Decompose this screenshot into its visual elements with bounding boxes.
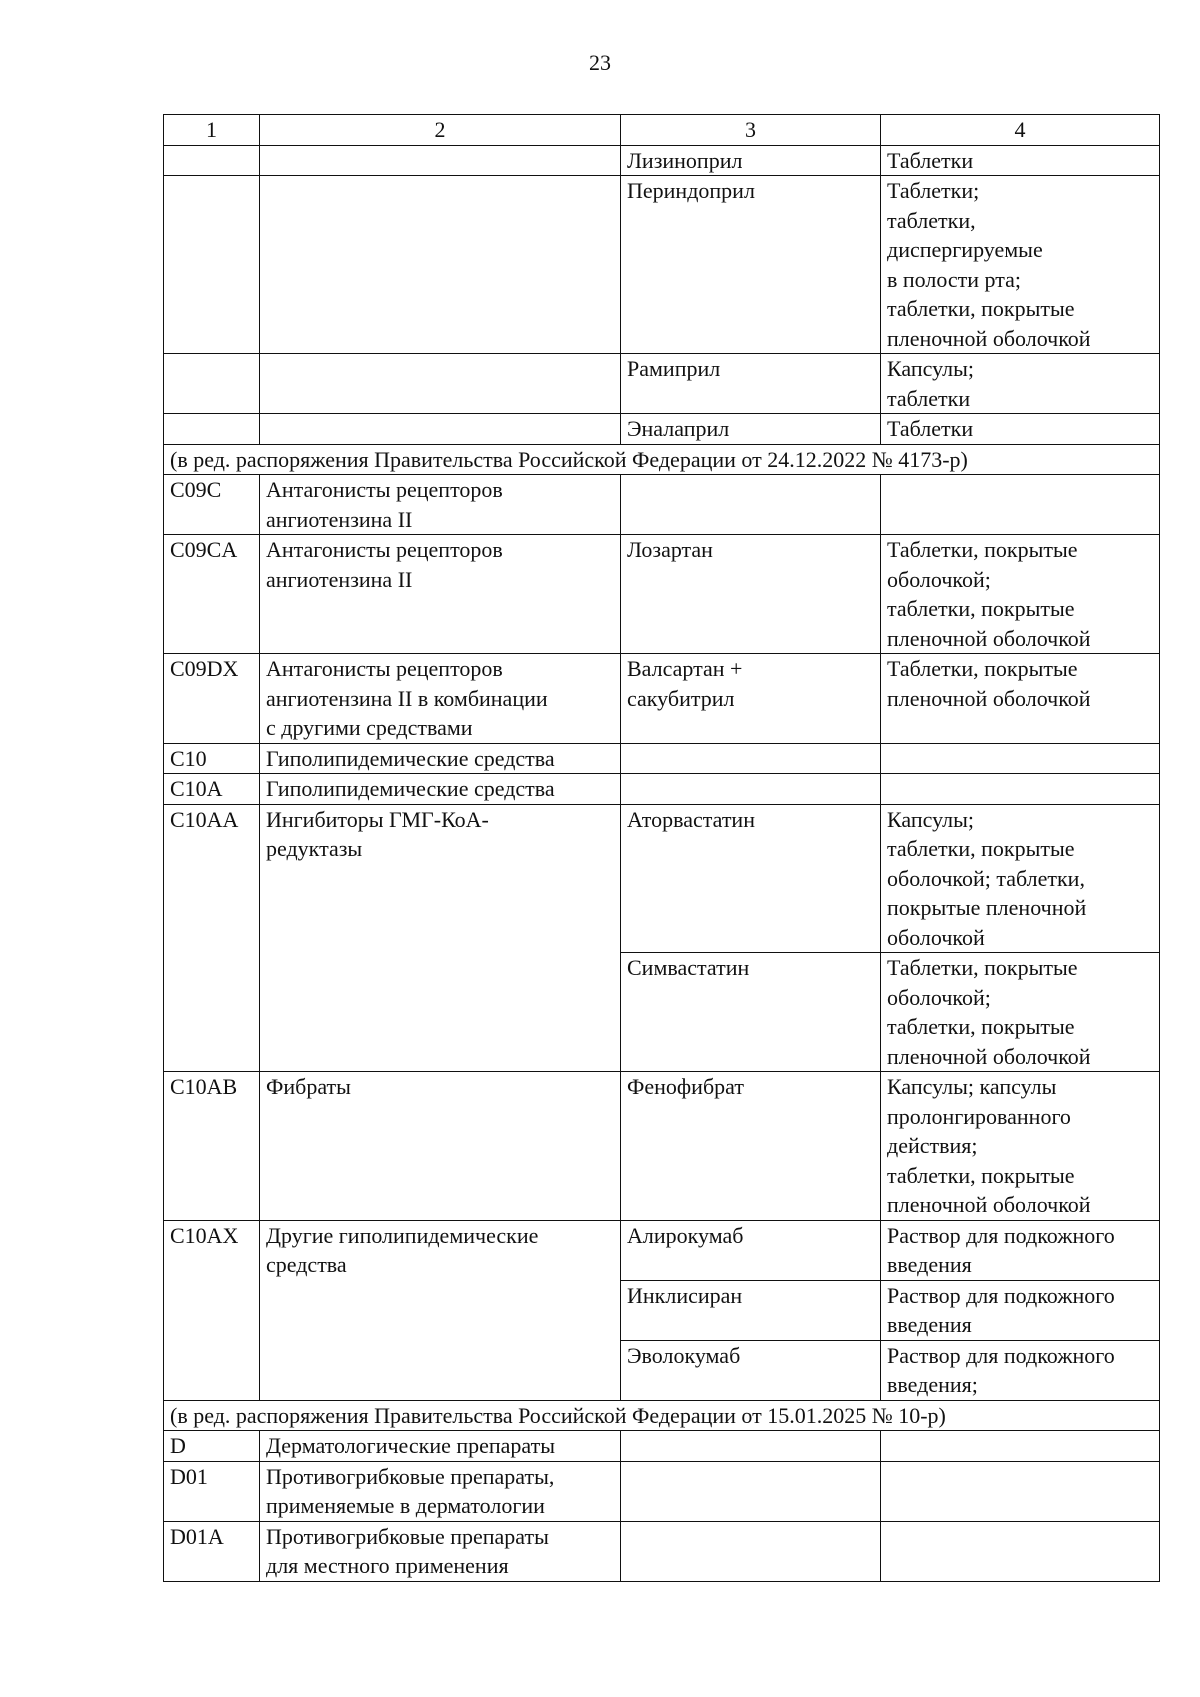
atc-code-cell: C10AB xyxy=(164,1072,260,1221)
drug-name-cell: Фенофибрат xyxy=(621,1072,881,1221)
group-name-cell xyxy=(260,414,621,445)
group-name-cell: Другие гиполипидемические средства xyxy=(260,1220,621,1400)
table-row xyxy=(164,414,1160,445)
dosage-form-cell: Таблетки, покрытые оболочкой; таблетки, покрытые пленочной оболочкой xyxy=(881,953,1160,1072)
table-row xyxy=(164,475,1160,535)
dosage-form-cell xyxy=(881,1461,1160,1521)
table-row xyxy=(164,654,1160,744)
amendment-note: (в ред. распоряжения Правительства Российской Федерации от 24.12.2022 № 4173-р) xyxy=(164,444,1160,475)
group-name-cell xyxy=(260,176,621,354)
dosage-form-cell xyxy=(881,743,1160,774)
table-row xyxy=(164,1431,1160,1462)
table-header-row xyxy=(164,115,1160,146)
drug-name-cell: Аторвастатин xyxy=(621,804,881,953)
drug-name-cell: Лозартан xyxy=(621,535,881,654)
drug-name-cell: Эволокумаб xyxy=(621,1340,881,1400)
table-row xyxy=(164,1220,1160,1280)
table-row xyxy=(164,354,1160,414)
table-row xyxy=(164,774,1160,805)
drug-name-cell: Рамиприл xyxy=(621,354,881,414)
drug-name-cell xyxy=(621,475,881,535)
drug-name-cell xyxy=(621,743,881,774)
group-name-cell: Ингибиторы ГМГ-КоА- редуктазы xyxy=(260,804,621,1072)
table-row xyxy=(164,1072,1160,1221)
dosage-form-cell: Раствор для подкожного введения; xyxy=(881,1340,1160,1400)
atc-code-cell: D01A xyxy=(164,1521,260,1581)
group-name-cell xyxy=(260,354,621,414)
group-name-cell: Антагонисты рецепторов ангиотензина II в комбинации с другими средствами xyxy=(260,654,621,744)
drug-name-cell xyxy=(621,1431,881,1462)
dosage-form-cell: Таблетки xyxy=(881,414,1160,445)
atc-code-cell: D01 xyxy=(164,1461,260,1521)
group-name-cell: Гиполипидемические средства xyxy=(260,743,621,774)
dosage-form-cell: Таблетки, покрытые оболочкой; таблетки, покрытые пленочной оболочкой xyxy=(881,535,1160,654)
drug-name-cell: Периндоприл xyxy=(621,176,881,354)
dosage-form-cell: Капсулы; таблетки xyxy=(881,354,1160,414)
group-name-cell: Гиполипидемические средства xyxy=(260,774,621,805)
table-row xyxy=(164,804,1160,953)
dosage-form-cell: Раствор для подкожного введения xyxy=(881,1220,1160,1280)
column-header: 3 xyxy=(621,115,881,146)
drug-name-cell xyxy=(621,1521,881,1581)
amendment-note-row xyxy=(164,444,1160,475)
amendment-note-row xyxy=(164,1400,1160,1431)
atc-code-cell: C09DX xyxy=(164,654,260,744)
table-row xyxy=(164,1461,1160,1521)
atc-code-cell: D xyxy=(164,1431,260,1462)
dosage-form-cell: Капсулы; таблетки, покрытые оболочкой; таблетки, покрытые пленочной оболочкой xyxy=(881,804,1160,953)
drug-name-cell: Валсартан + сакубитрил xyxy=(621,654,881,744)
atc-code-cell xyxy=(164,145,260,176)
dosage-form-cell xyxy=(881,774,1160,805)
column-header: 1 xyxy=(164,115,260,146)
drug-name-cell xyxy=(621,774,881,805)
column-header: 4 xyxy=(881,115,1160,146)
group-name-cell xyxy=(260,145,621,176)
table-row xyxy=(164,1521,1160,1581)
drug-name-cell: Алирокумаб xyxy=(621,1220,881,1280)
atc-code-cell xyxy=(164,414,260,445)
group-name-cell: Дерматологические препараты xyxy=(260,1431,621,1462)
drug-name-cell: Симвастатин xyxy=(621,953,881,1072)
table-row xyxy=(164,145,1160,176)
dosage-form-cell: Таблетки xyxy=(881,145,1160,176)
atc-code-cell: C10AX xyxy=(164,1220,260,1400)
drug-name-cell: Эналаприл xyxy=(621,414,881,445)
atc-code-cell: C09CA xyxy=(164,535,260,654)
table-row xyxy=(164,176,1160,354)
atc-code-cell: C10A xyxy=(164,774,260,805)
atc-code-cell xyxy=(164,176,260,354)
table-row xyxy=(164,743,1160,774)
dosage-form-cell xyxy=(881,1431,1160,1462)
atc-code-cell: C10AA xyxy=(164,804,260,1072)
dosage-form-cell: Таблетки; таблетки, диспергируемые в полости рта; таблетки, покрытые пленочной оболочкой xyxy=(881,176,1160,354)
group-name-cell: Антагонисты рецепторов ангиотензина II xyxy=(260,535,621,654)
atc-code-cell: C09C xyxy=(164,475,260,535)
atc-code-cell: C10 xyxy=(164,743,260,774)
dosage-form-cell: Таблетки, покрытые пленочной оболочкой xyxy=(881,654,1160,744)
group-name-cell: Антагонисты рецепторов ангиотензина II xyxy=(260,475,621,535)
drug-name-cell xyxy=(621,1461,881,1521)
dosage-form-cell xyxy=(881,475,1160,535)
amendment-note: (в ред. распоряжения Правительства Российской Федерации от 15.01.2025 № 10-р) xyxy=(164,1400,1160,1431)
group-name-cell: Фибраты xyxy=(260,1072,621,1221)
page-number: 23 xyxy=(589,50,611,75)
dosage-form-cell: Капсулы; капсулы пролонгированного действия; таблетки, покрытые пленочной оболочкой xyxy=(881,1072,1160,1221)
drug-name-cell: Инклисиран xyxy=(621,1280,881,1340)
atc-code-cell xyxy=(164,354,260,414)
group-name-cell: Противогрибковые препараты, применяемые в дерматологии xyxy=(260,1461,621,1521)
drug-name-cell: Лизиноприл xyxy=(621,145,881,176)
dosage-form-cell: Раствор для подкожного введения xyxy=(881,1280,1160,1340)
column-header: 2 xyxy=(260,115,621,146)
group-name-cell: Противогрибковые препараты для местного применения xyxy=(260,1521,621,1581)
table-row xyxy=(164,535,1160,654)
dosage-form-cell xyxy=(881,1521,1160,1581)
drug-table xyxy=(163,114,1160,1582)
